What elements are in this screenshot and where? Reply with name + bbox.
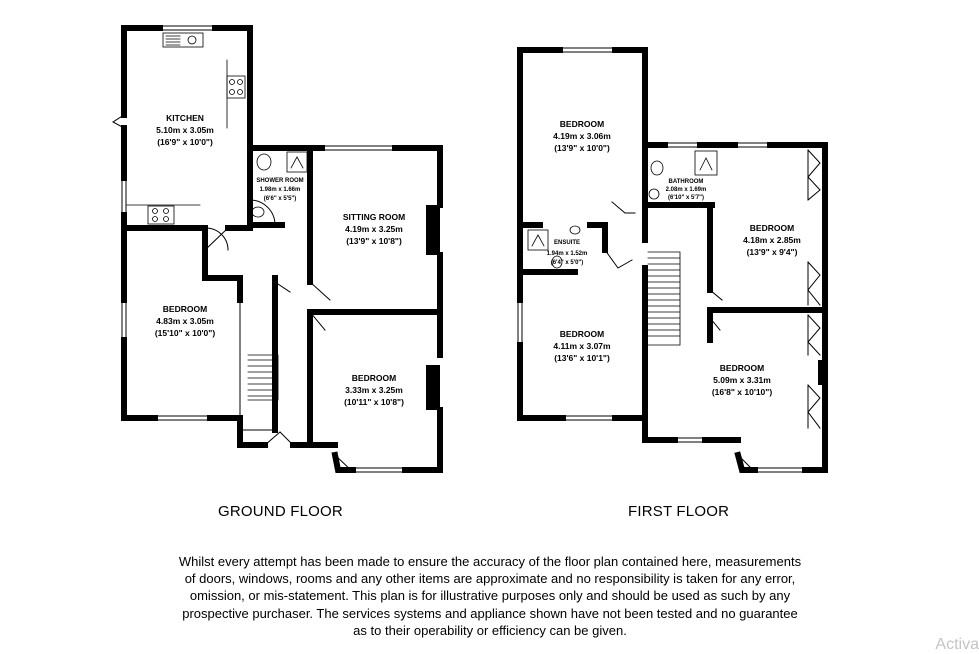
room-imperial: (16'8" x 10'10")	[711, 387, 773, 397]
room-name-bedroom: BEDROOM	[749, 223, 795, 233]
room-name-bedroom: BEDROOM	[351, 373, 397, 383]
room-imperial: (6'4" x 5'0")	[550, 260, 584, 266]
bathroom-shower-icon	[695, 151, 717, 175]
room-name-bedroom: BEDROOM	[559, 329, 605, 339]
activate-watermark: Activa	[935, 636, 979, 653]
room-imperial: (6'10" x 5'7")	[668, 195, 704, 201]
room-metric: 4.19m x 3.25m	[345, 224, 403, 234]
room-metric: 5.09m x 3.31m	[713, 375, 771, 385]
room-name-bedroom: BEDROOM	[559, 119, 605, 129]
room-imperial: (6'6" x 5'5")	[263, 196, 297, 202]
disclaimer-line: as to their operability or efficiency can be given.	[353, 622, 627, 638]
first-floor-wardrobes	[808, 150, 820, 428]
room-imperial: (10'11" x 10'8")	[344, 397, 404, 407]
room-metric: 4.11m x 3.07m	[553, 341, 611, 351]
room-imperial: (15'10" x 10'0")	[154, 328, 216, 338]
room-metric: 5.10m x 3.05m	[156, 125, 214, 135]
room-imperial: (13'9" x 10'0")	[554, 143, 610, 153]
room-imperial: (16'9" x 10'0")	[157, 137, 213, 147]
room-name-bedroom: BEDROOM	[719, 363, 765, 373]
ensuite-basin-icon	[570, 226, 580, 234]
room-imperial: (13'9" x 9'4")	[746, 247, 798, 257]
room-metric: 4.83m x 3.05m	[156, 316, 214, 326]
room-name-bedroom: BEDROOM	[162, 304, 208, 314]
room-metric: 1.98m x 1.66m	[259, 187, 301, 193]
room-metric: 4.19m x 3.06m	[553, 131, 611, 141]
room-metric: 2.08m x 1.69m	[665, 187, 707, 193]
room-name-ensuite: ENSUITE	[553, 240, 581, 246]
disclaimer-line: Whilst every attempt has been made to ensure the accuracy of the floor plan contained here, measurements	[178, 554, 802, 569]
ground-floor-title: GROUND FLOOR	[218, 503, 343, 520]
disclaimer-line: omission, or mis-statement. This plan is for illustrative purposes only and should be used as such by any	[189, 588, 791, 604]
shower-tray-icon	[287, 152, 307, 172]
shower-room-toilet-icon	[257, 154, 271, 170]
room-metric: 4.18m x 2.85m	[743, 235, 801, 245]
room-metric: 3.33m x 3.25m	[345, 385, 403, 395]
kitchen-cooker-icon	[148, 206, 174, 224]
room-name-bathroom: BATHROOM	[668, 179, 704, 185]
disclaimer-text	[118, 553, 862, 639]
shower-room-basin-icon	[252, 207, 264, 217]
room-name-shower-room: SHOWER ROOM	[256, 178, 304, 184]
disclaimer-line: of doors, windows, rooms and any other items are approximate and no responsibility is taken for any error,	[184, 571, 796, 587]
first-floor-stairs	[648, 252, 680, 345]
bathroom-toilet-icon	[651, 161, 663, 175]
room-name-sitting-room: SITTING ROOM	[342, 212, 406, 222]
room-imperial: (13'9" x 10'8")	[346, 236, 402, 246]
room-name-kitchen: KITCHEN	[166, 113, 204, 123]
bathroom-basin-icon	[649, 189, 659, 199]
room-imperial: (13'6" x 10'1")	[554, 353, 610, 363]
kitchen-hob-icon	[227, 76, 245, 98]
first-floor-doors	[605, 202, 722, 330]
ensuite-shower-icon	[528, 230, 548, 250]
disclaimer-line: prospective purchaser. The services systems and appliance shown have not been tested and no guarantee	[182, 605, 798, 621]
room-metric: 1.94m x 1.52m	[546, 251, 588, 257]
first-floor-title: FIRST FLOOR	[628, 503, 730, 520]
